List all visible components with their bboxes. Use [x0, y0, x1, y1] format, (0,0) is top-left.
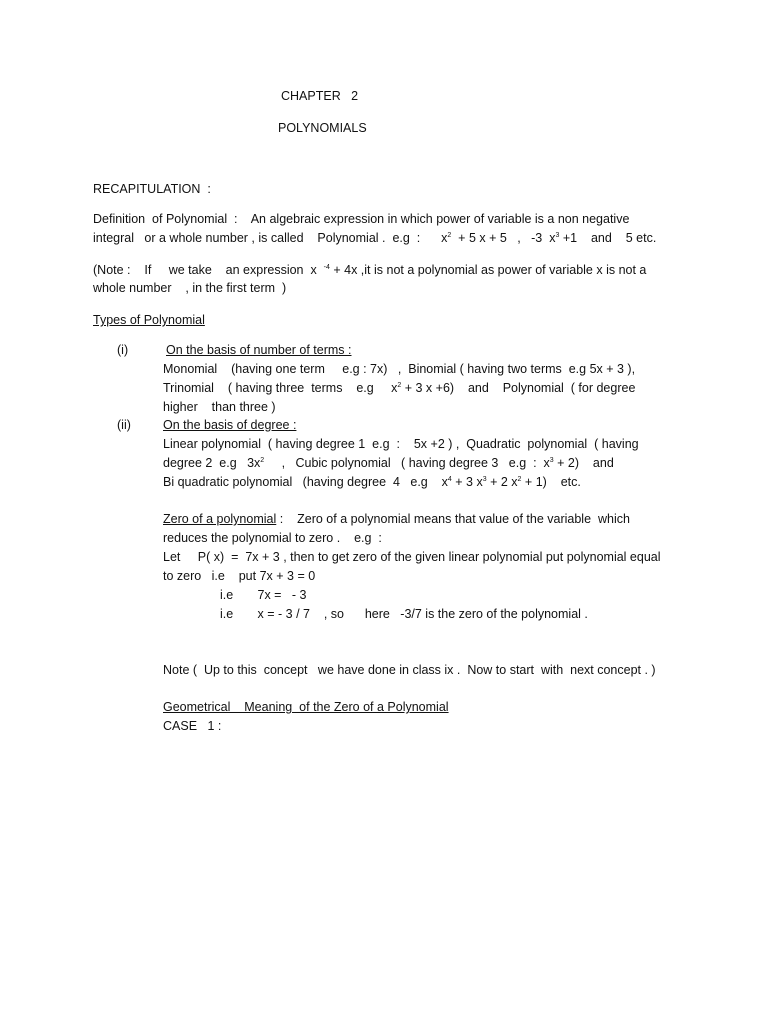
basis-degree-line-1: Linear polynomial ( having degree 1 e.g : 5x +2 ) , Quadratic polynomial ( having	[163, 437, 639, 451]
list-marker-ii: (ii)	[117, 418, 131, 432]
chapter-title: POLYNOMIALS	[278, 121, 367, 135]
zero-line-2: reduces the polynomial to zero . e.g :	[163, 531, 382, 545]
basis-terms-heading: On the basis of number of terms :	[166, 343, 352, 357]
zero-line-4: to zero i.e put 7x + 3 = 0	[163, 569, 316, 583]
body-text: Zero of a polynomial means that value of the variable which	[297, 512, 630, 526]
zero-line-3: Let P( x) = 7x + 3 , then to get zero of the given linear polynomial put polynomial equal	[163, 550, 661, 564]
definition-label: Definition of Polynomial :	[93, 212, 238, 226]
superscript: 3	[482, 476, 487, 483]
zero-line-5: i.e 7x = - 3	[220, 588, 307, 602]
note-line-2: whole number , in the first term )	[93, 281, 287, 295]
zero-line-1	[163, 511, 630, 527]
zero-heading: Zero of a polynomial	[163, 512, 277, 526]
superscript: 3	[555, 232, 560, 239]
geometrical-heading: Geometrical Meaning of the Zero of a Polynomial	[163, 700, 449, 714]
body-text: degree 2 e.g 3x	[163, 456, 261, 470]
body-text: + 2) and	[553, 456, 614, 470]
basis-terms-line-3: higher than three )	[163, 400, 276, 414]
body-text: + 3 x +6) and Polynomial ( for degree	[401, 381, 636, 395]
body-text: Trinomial ( having three terms e.g x	[163, 381, 398, 395]
recapitulation-heading: RECAPITULATION :	[93, 182, 211, 196]
superscript: 4	[447, 476, 452, 483]
superscript: 2	[260, 457, 265, 464]
superscript: 3	[549, 457, 554, 464]
types-heading: Types of Polynomial	[93, 313, 205, 327]
definition-text: + 5 x + 5 , -3 x	[451, 231, 556, 245]
body-text: + 1) etc.	[521, 475, 581, 489]
chapter-heading: CHAPTER 2	[281, 89, 359, 103]
list-marker-i: (i)	[117, 343, 129, 357]
body-text: + 3 x	[451, 475, 483, 489]
note-concept: Note ( Up to this concept we have done in class ix . Now to start with next concept . )	[163, 663, 656, 677]
body-text: , Cubic polynomial ( having degree 3 e.g : x	[264, 456, 550, 470]
basis-degree-heading: On the basis of degree :	[163, 418, 297, 432]
zero-line-6: i.e x = - 3 / 7 , so here -3/7 is the zero of the polynomial .	[220, 607, 588, 621]
note-line-1	[93, 262, 646, 278]
basis-terms-line-1: Monomial (having one term e.g : 7x) , Binomial ( having two terms e.g 5x + 3 ),	[163, 362, 636, 376]
definition-text: +1 and 5 etc.	[559, 231, 657, 245]
superscript: -4	[323, 264, 330, 271]
basis-degree-line-3	[163, 474, 581, 490]
basis-terms-line-2	[163, 380, 635, 396]
note-text: (Note : If we take an expression x	[93, 263, 324, 277]
definition-text: An algebraic expression in which power of variable is a non negative	[250, 212, 630, 226]
body-text: Bi quadratic polynomial (having degree 4 e.g x	[163, 475, 448, 489]
body-text: :	[276, 512, 284, 526]
definition-line-2	[93, 230, 656, 246]
case-label: CASE 1 :	[163, 719, 222, 733]
superscript: 2	[447, 232, 452, 239]
note-text: + 4x ,it is not a polynomial as power of variable x is not a	[329, 263, 647, 277]
definition-text: integral or a whole number , is called Polynomial . e.g : x	[93, 231, 448, 245]
basis-degree-line-2	[163, 455, 614, 471]
superscript: 2	[517, 476, 522, 483]
body-text: + 2 x	[486, 475, 518, 489]
superscript: 2	[397, 382, 402, 389]
definition-line-1	[93, 211, 629, 227]
